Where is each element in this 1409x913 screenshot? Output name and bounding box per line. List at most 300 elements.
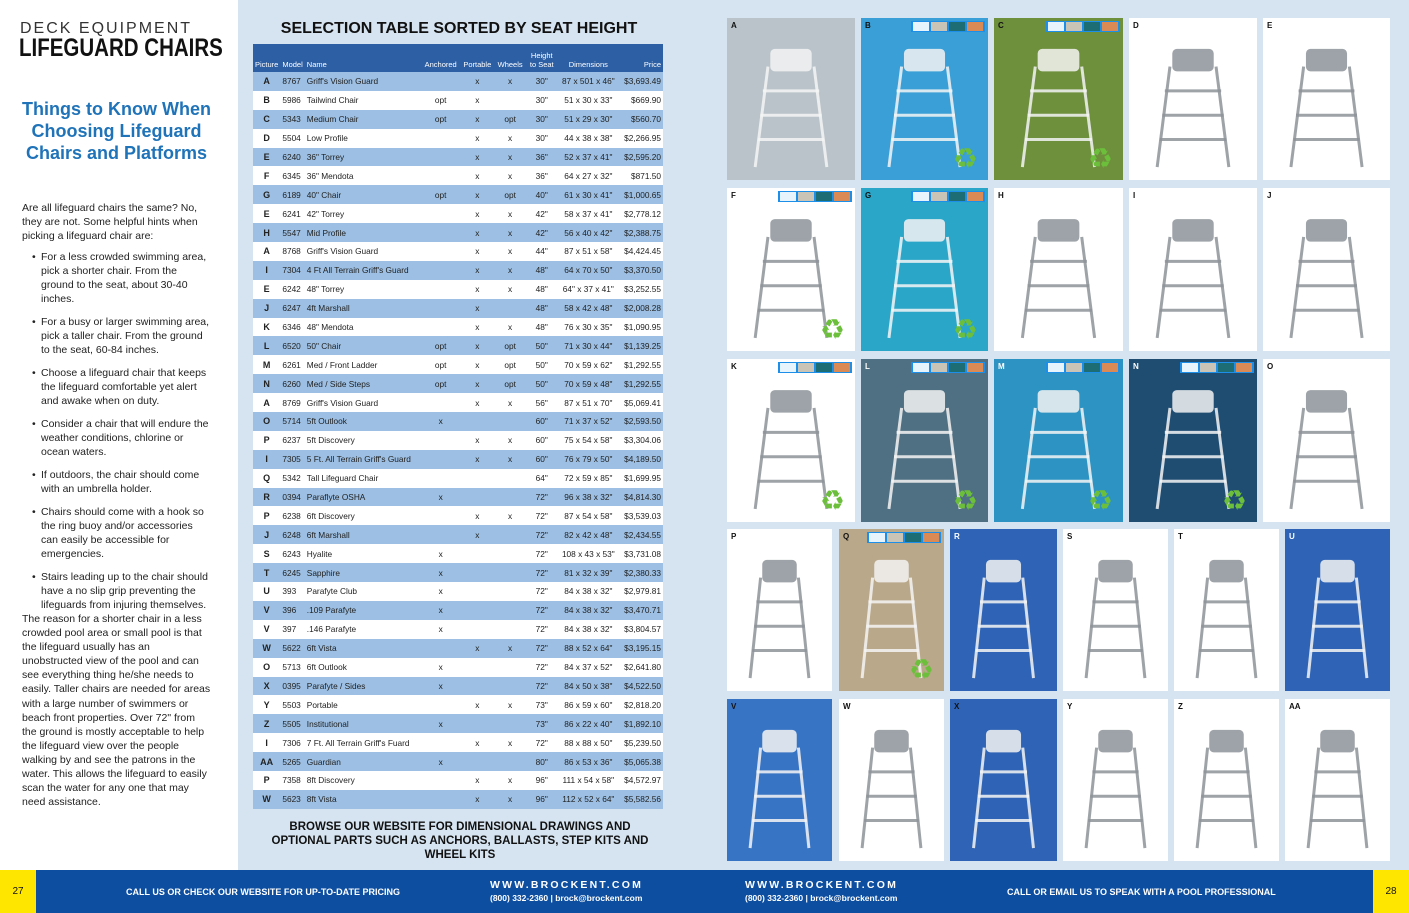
cell-wheels: x bbox=[495, 431, 526, 450]
right-footer bbox=[705, 870, 1409, 913]
photo-label: J bbox=[1267, 191, 1272, 200]
lifeguard-chair-icon bbox=[1285, 529, 1390, 691]
product-photo-n bbox=[1129, 359, 1257, 522]
table-row bbox=[253, 639, 663, 658]
cell-wheels bbox=[495, 488, 526, 507]
cell-portable bbox=[460, 714, 494, 733]
recycle-icon: ♻ bbox=[952, 314, 978, 345]
table-row bbox=[253, 431, 663, 450]
category-label: DECK EQUIPMENT bbox=[20, 20, 193, 37]
cell-name: Medium Chair bbox=[305, 110, 421, 129]
cell-pic: N bbox=[253, 374, 280, 393]
contact-info-right[interactable]: (800) 332-2360 | brock@brockent.com bbox=[745, 893, 898, 903]
table-row bbox=[253, 714, 663, 733]
color-swatch bbox=[1102, 363, 1118, 372]
footer-callout-left: CALL US OR CHECK OUR WEBSITE FOR UP-TO-DATE PRICING bbox=[126, 887, 401, 897]
cell-model: 6240 bbox=[280, 148, 304, 167]
table-row bbox=[253, 544, 663, 563]
cell-height: 48" bbox=[526, 280, 558, 299]
cell-model: 393 bbox=[280, 582, 304, 601]
cell-portable bbox=[460, 601, 494, 620]
cell-dim: 52 x 37 x 41" bbox=[558, 148, 619, 167]
cell-pic: Z bbox=[253, 714, 280, 733]
cell-price: $3,693.49 bbox=[619, 72, 663, 91]
cell-wheels bbox=[495, 582, 526, 601]
page-number-left: 27 bbox=[0, 870, 36, 913]
lifeguard-chair-icon bbox=[1129, 188, 1257, 351]
cell-model: 5343 bbox=[280, 110, 304, 129]
cell-wheels: x bbox=[495, 129, 526, 148]
table-row bbox=[253, 185, 663, 204]
photo-label: P bbox=[731, 532, 737, 541]
table-row bbox=[253, 261, 663, 280]
product-photo-a bbox=[727, 18, 855, 180]
cell-portable: x bbox=[460, 450, 494, 469]
cell-price: $669.90 bbox=[619, 91, 663, 110]
cell-dim: 87 x 501 x 46" bbox=[558, 72, 619, 91]
cell-price: $2,979.81 bbox=[619, 582, 663, 601]
cell-dim: 70 x 59 x 48" bbox=[558, 374, 619, 393]
cell-name: 5 Ft. All Terrain Griff's Guard bbox=[305, 450, 421, 469]
color-swatch bbox=[931, 192, 947, 201]
cell-pic: W bbox=[253, 790, 280, 809]
sidebar-column bbox=[0, 0, 238, 870]
lifeguard-chair-icon bbox=[1174, 699, 1279, 861]
cell-model: 7305 bbox=[280, 450, 304, 469]
cell-wheels: opt bbox=[495, 355, 526, 374]
cell-wheels bbox=[495, 714, 526, 733]
cell-dim: 84 x 38 x 32" bbox=[558, 620, 619, 639]
cell-portable: x bbox=[460, 242, 494, 261]
cell-model: 8768 bbox=[280, 242, 304, 261]
color-swatch bbox=[949, 22, 965, 31]
recycle-icon: ♻ bbox=[819, 485, 845, 516]
color-swatch bbox=[1236, 363, 1252, 372]
photo-label: W bbox=[843, 702, 851, 711]
cell-model: 7306 bbox=[280, 733, 304, 752]
color-swatch-strip bbox=[1046, 21, 1120, 32]
cell-anchored: x bbox=[421, 677, 460, 696]
cell-dim: 112 x 52 x 64" bbox=[558, 790, 619, 809]
cell-name: 48" Mendota bbox=[305, 318, 421, 337]
cell-height: 96" bbox=[526, 771, 558, 790]
table-row bbox=[253, 355, 663, 374]
cell-price: $3,304.06 bbox=[619, 431, 663, 450]
intro-text: Are all lifeguard chairs the same? No, they are not. Some helpful hints when picking a lifeguard chair are: bbox=[22, 202, 198, 242]
cell-dim: 88 x 88 x 50" bbox=[558, 733, 619, 752]
table-row bbox=[253, 525, 663, 544]
cell-model: 5547 bbox=[280, 223, 304, 242]
tip-item: • Choose a lifeguard chair that keeps the lifeguard comfortable yet alert and awake when on duty. bbox=[32, 366, 212, 408]
cell-model: 6520 bbox=[280, 336, 304, 355]
cell-name: Med / Side Steps bbox=[305, 374, 421, 393]
table-row bbox=[253, 677, 663, 696]
color-swatch bbox=[1084, 22, 1100, 31]
contact-info-left[interactable]: (800) 332-2360 | brock@brockent.com bbox=[490, 893, 643, 903]
cell-height: 48" bbox=[526, 261, 558, 280]
cell-pic: P bbox=[253, 506, 280, 525]
photo-label: Q bbox=[843, 532, 850, 541]
lifeguard-chair-icon bbox=[950, 529, 1057, 691]
side-heading: Things to Know When Choosing Lifeguard Chairs and Platforms bbox=[22, 99, 211, 163]
cell-model: 6237 bbox=[280, 431, 304, 450]
cell-portable: x bbox=[460, 72, 494, 91]
photo-label: L bbox=[865, 362, 870, 371]
table-row bbox=[253, 204, 663, 223]
cell-name: Sapphire bbox=[305, 563, 421, 582]
cell-dim: 86 x 53 x 36" bbox=[558, 752, 619, 771]
tip-item: • For a busy or larger swimming area, pick a taller chair. From the ground to the seat, 60-84 inches. bbox=[32, 315, 212, 357]
cell-price: $560.70 bbox=[619, 110, 663, 129]
cell-anchored: opt bbox=[421, 110, 460, 129]
photo-label: D bbox=[1133, 21, 1139, 30]
recycle-icon: ♻ bbox=[1087, 143, 1113, 174]
cell-pic: I bbox=[253, 733, 280, 752]
cell-price: $2,008.28 bbox=[619, 299, 663, 318]
cell-height: 60" bbox=[526, 431, 558, 450]
product-photo-i bbox=[1129, 188, 1257, 351]
recycle-icon: ♻ bbox=[819, 314, 845, 345]
color-swatch bbox=[798, 363, 814, 372]
cell-wheels: x bbox=[495, 204, 526, 223]
cell-pic: W bbox=[253, 639, 280, 658]
photo-label: H bbox=[998, 191, 1004, 200]
cell-name: 36" Torrey bbox=[305, 148, 421, 167]
cell-pic: F bbox=[253, 166, 280, 185]
header-anchored: Anchored bbox=[421, 44, 460, 72]
cell-anchored: x bbox=[421, 488, 460, 507]
cell-height: 50" bbox=[526, 336, 558, 355]
right-page bbox=[705, 0, 1409, 913]
cell-pic: C bbox=[253, 110, 280, 129]
cell-price: $1,000.65 bbox=[619, 185, 663, 204]
cell-model: 6242 bbox=[280, 280, 304, 299]
cell-name: Med / Front Ladder bbox=[305, 355, 421, 374]
tip-item: • For a less crowded swimming area, pick a shorter chair. From the ground to the seat, about 30-40 inches. bbox=[32, 250, 212, 306]
table-row bbox=[253, 129, 663, 148]
cell-price: $2,778.12 bbox=[619, 204, 663, 223]
color-swatch bbox=[1084, 363, 1100, 372]
cell-model: 6243 bbox=[280, 544, 304, 563]
table-header-row bbox=[253, 44, 663, 72]
color-swatch bbox=[923, 533, 939, 542]
cell-height: 40" bbox=[526, 185, 558, 204]
cell-wheels bbox=[495, 544, 526, 563]
cell-pic: Y bbox=[253, 695, 280, 714]
color-swatch-strip bbox=[911, 191, 985, 202]
table-row bbox=[253, 148, 663, 167]
color-swatch bbox=[949, 192, 965, 201]
cell-portable: x bbox=[460, 336, 494, 355]
color-swatch bbox=[798, 192, 814, 201]
product-photo-r bbox=[950, 529, 1057, 691]
cell-price: $2,641.80 bbox=[619, 658, 663, 677]
cell-pic: B bbox=[253, 91, 280, 110]
cell-price: $1,090.95 bbox=[619, 318, 663, 337]
photo-label: O bbox=[1267, 362, 1274, 371]
cell-pic: V bbox=[253, 601, 280, 620]
cell-dim: 61 x 30 x 41" bbox=[558, 185, 619, 204]
color-swatch-strip bbox=[911, 21, 985, 32]
cell-model: 6245 bbox=[280, 563, 304, 582]
photo-label: Z bbox=[1178, 702, 1183, 711]
cell-anchored bbox=[421, 204, 460, 223]
cell-price: $3,370.50 bbox=[619, 261, 663, 280]
cell-height: 64" bbox=[526, 469, 558, 488]
tip-item: • If outdoors, the chair should come with an umbrella holder. bbox=[32, 468, 212, 496]
cell-dim: 86 x 59 x 60" bbox=[558, 695, 619, 714]
cell-model: 8767 bbox=[280, 72, 304, 91]
cell-dim: 84 x 38 x 32" bbox=[558, 601, 619, 620]
product-photo-w bbox=[839, 699, 944, 861]
cell-name: Institutional bbox=[305, 714, 421, 733]
cell-name: Guardian bbox=[305, 752, 421, 771]
cell-height: 42" bbox=[526, 204, 558, 223]
cell-pic: U bbox=[253, 582, 280, 601]
color-swatch bbox=[905, 533, 921, 542]
cell-model: 8769 bbox=[280, 393, 304, 412]
cell-dim: 56 x 40 x 42" bbox=[558, 223, 619, 242]
cell-dim: 96 x 38 x 32" bbox=[558, 488, 619, 507]
cell-portable: x bbox=[460, 506, 494, 525]
cell-wheels: x bbox=[495, 166, 526, 185]
cell-name: 6ft Outlook bbox=[305, 658, 421, 677]
lifeguard-chair-icon bbox=[950, 699, 1057, 861]
cell-anchored bbox=[421, 393, 460, 412]
cell-portable: x bbox=[460, 261, 494, 280]
cell-name: .146 Parafyte bbox=[305, 620, 421, 639]
cell-model: 6247 bbox=[280, 299, 304, 318]
table-row bbox=[253, 695, 663, 714]
cell-portable bbox=[460, 563, 494, 582]
cell-pic: E bbox=[253, 280, 280, 299]
table-row bbox=[253, 658, 663, 677]
cell-price: $4,572.97 bbox=[619, 771, 663, 790]
table-row bbox=[253, 336, 663, 355]
cell-dim: 58 x 37 x 41" bbox=[558, 204, 619, 223]
cell-name: Griff's Vision Guard bbox=[305, 393, 421, 412]
cell-portable: x bbox=[460, 280, 494, 299]
cell-model: 0395 bbox=[280, 677, 304, 696]
cell-height: 72" bbox=[526, 620, 558, 639]
cell-price: $4,814.30 bbox=[619, 488, 663, 507]
product-photo-v bbox=[727, 699, 832, 861]
cell-portable bbox=[460, 582, 494, 601]
photo-label: N bbox=[1133, 362, 1139, 371]
cell-price: $3,195.15 bbox=[619, 639, 663, 658]
cell-dim: 111 x 54 x 58" bbox=[558, 771, 619, 790]
table-row bbox=[253, 412, 663, 431]
cell-price: $4,522.50 bbox=[619, 677, 663, 696]
cell-dim: 72 x 59 x 85" bbox=[558, 469, 619, 488]
cell-anchored bbox=[421, 72, 460, 91]
cell-model: 6189 bbox=[280, 185, 304, 204]
recycle-icon: ♻ bbox=[1221, 485, 1247, 516]
cell-dim: 84 x 50 x 38" bbox=[558, 677, 619, 696]
cell-model: 5504 bbox=[280, 129, 304, 148]
cell-model: 6346 bbox=[280, 318, 304, 337]
cell-anchored bbox=[421, 299, 460, 318]
cell-anchored: x bbox=[421, 582, 460, 601]
cell-wheels: x bbox=[495, 72, 526, 91]
cell-portable: x bbox=[460, 148, 494, 167]
cell-wheels bbox=[495, 601, 526, 620]
cell-name: Griff's Vision Guard bbox=[305, 72, 421, 91]
color-swatch bbox=[834, 363, 850, 372]
cell-model: 5986 bbox=[280, 91, 304, 110]
cell-wheels bbox=[495, 752, 526, 771]
product-photo-j bbox=[1263, 188, 1390, 351]
cell-portable: x bbox=[460, 695, 494, 714]
cell-dim: 51 x 30 x 33" bbox=[558, 91, 619, 110]
cell-pic: O bbox=[253, 658, 280, 677]
cell-wheels: x bbox=[495, 242, 526, 261]
cell-price: $2,380.33 bbox=[619, 563, 663, 582]
cell-portable: x bbox=[460, 393, 494, 412]
cell-dim: 71 x 37 x 52" bbox=[558, 412, 619, 431]
cell-portable: x bbox=[460, 431, 494, 450]
cell-portable: x bbox=[460, 790, 494, 809]
cell-portable: x bbox=[460, 355, 494, 374]
cell-wheels bbox=[495, 620, 526, 639]
photo-label: A bbox=[731, 21, 737, 30]
lifeguard-chair-icon bbox=[727, 18, 855, 180]
cell-dim: 108 x 43 x 53" bbox=[558, 544, 619, 563]
cell-dim: 71 x 30 x 44" bbox=[558, 336, 619, 355]
cell-height: 72" bbox=[526, 601, 558, 620]
cell-anchored bbox=[421, 261, 460, 280]
cell-portable: x bbox=[460, 639, 494, 658]
table-row bbox=[253, 72, 663, 91]
cell-wheels: opt bbox=[495, 110, 526, 129]
cell-name: 7 Ft. All Terrain Griff's Fuard bbox=[305, 733, 421, 752]
product-photo-x bbox=[950, 699, 1057, 861]
cell-anchored: x bbox=[421, 714, 460, 733]
photo-label: S bbox=[1067, 532, 1073, 541]
cell-anchored bbox=[421, 525, 460, 544]
cell-portable: x bbox=[460, 223, 494, 242]
cell-portable: x bbox=[460, 374, 494, 393]
cell-height: 72" bbox=[526, 582, 558, 601]
table-row bbox=[253, 733, 663, 752]
color-swatch bbox=[1048, 363, 1064, 372]
selection-table bbox=[253, 44, 663, 809]
color-swatch bbox=[1182, 363, 1198, 372]
lifeguard-chair-icon bbox=[1263, 188, 1390, 351]
cell-pic: P bbox=[253, 431, 280, 450]
tips-list bbox=[32, 250, 212, 621]
cell-portable: x bbox=[460, 204, 494, 223]
cell-height: 48" bbox=[526, 318, 558, 337]
cell-price: $3,470.71 bbox=[619, 601, 663, 620]
cell-model: 6238 bbox=[280, 506, 304, 525]
table-row bbox=[253, 450, 663, 469]
cell-anchored: opt bbox=[421, 374, 460, 393]
photo-label: X bbox=[954, 702, 960, 711]
cell-pic: G bbox=[253, 185, 280, 204]
website-link-left[interactable]: WWW.BROCKENT.COM bbox=[490, 879, 644, 891]
photo-label: E bbox=[1267, 21, 1273, 30]
cell-price: $3,804.57 bbox=[619, 620, 663, 639]
website-link-right[interactable]: WWW.BROCKENT.COM bbox=[745, 879, 899, 891]
cell-price: $3,252.55 bbox=[619, 280, 663, 299]
cell-dim: 64" x 37 x 41" bbox=[558, 280, 619, 299]
product-photo-u bbox=[1285, 529, 1390, 691]
cell-wheels: opt bbox=[495, 374, 526, 393]
cell-dim: 84 x 37 x 52" bbox=[558, 658, 619, 677]
cell-price: $871.50 bbox=[619, 166, 663, 185]
cell-dim: 75 x 54 x 58" bbox=[558, 431, 619, 450]
photo-label: G bbox=[865, 191, 872, 200]
product-photo-b bbox=[861, 18, 988, 180]
cell-portable bbox=[460, 469, 494, 488]
color-swatch-strip bbox=[1180, 362, 1254, 373]
cell-name: 4 Ft All Terrain Griff's Guard bbox=[305, 261, 421, 280]
cell-wheels: x bbox=[495, 790, 526, 809]
cell-height: 44" bbox=[526, 242, 558, 261]
cell-wheels: x bbox=[495, 261, 526, 280]
page-title: LIFEGUARD CHAIRS bbox=[19, 34, 223, 62]
cell-pic: I bbox=[253, 450, 280, 469]
cell-dim: 58 x 42 x 48" bbox=[558, 299, 619, 318]
table-row bbox=[253, 488, 663, 507]
lifeguard-chair-icon bbox=[994, 188, 1123, 351]
photo-label: F bbox=[731, 191, 736, 200]
cell-wheels bbox=[495, 91, 526, 110]
product-photo-g bbox=[861, 188, 988, 351]
product-photo-q bbox=[839, 529, 944, 691]
cell-pic: M bbox=[253, 355, 280, 374]
table-row bbox=[253, 280, 663, 299]
color-swatch bbox=[967, 363, 983, 372]
cell-portable bbox=[460, 488, 494, 507]
cell-pic: A bbox=[253, 72, 280, 91]
cell-dim: 87 x 51 x 58" bbox=[558, 242, 619, 261]
cell-name: 8ft Vista bbox=[305, 790, 421, 809]
cell-name: Mid Profile bbox=[305, 223, 421, 242]
cell-height: 60" bbox=[526, 450, 558, 469]
product-photo-e bbox=[1263, 18, 1390, 180]
cell-pic: K bbox=[253, 318, 280, 337]
lifeguard-chair-icon bbox=[1063, 529, 1168, 691]
left-footer bbox=[0, 870, 705, 913]
cell-anchored: x bbox=[421, 563, 460, 582]
cell-name: 50" Chair bbox=[305, 336, 421, 355]
cell-model: 5503 bbox=[280, 695, 304, 714]
cell-model: 7304 bbox=[280, 261, 304, 280]
lifeguard-chair-icon bbox=[1129, 18, 1257, 180]
cell-pic: X bbox=[253, 677, 280, 696]
color-swatch-strip bbox=[911, 362, 985, 373]
cell-price: $4,424.45 bbox=[619, 242, 663, 261]
cell-height: 60" bbox=[526, 412, 558, 431]
photo-label: M bbox=[998, 362, 1005, 371]
cell-wheels: x bbox=[495, 318, 526, 337]
cell-dim: 81 x 32 x 39" bbox=[558, 563, 619, 582]
cell-wheels: x bbox=[495, 223, 526, 242]
cell-wheels bbox=[495, 563, 526, 582]
cell-model: 5713 bbox=[280, 658, 304, 677]
cell-height: 30" bbox=[526, 110, 558, 129]
cell-wheels bbox=[495, 412, 526, 431]
cell-name: 6ft Vista bbox=[305, 639, 421, 658]
color-swatch bbox=[1048, 22, 1064, 31]
cell-wheels bbox=[495, 677, 526, 696]
table-row bbox=[253, 110, 663, 129]
cell-anchored: x bbox=[421, 544, 460, 563]
cell-portable bbox=[460, 658, 494, 677]
cell-anchored: opt bbox=[421, 355, 460, 374]
